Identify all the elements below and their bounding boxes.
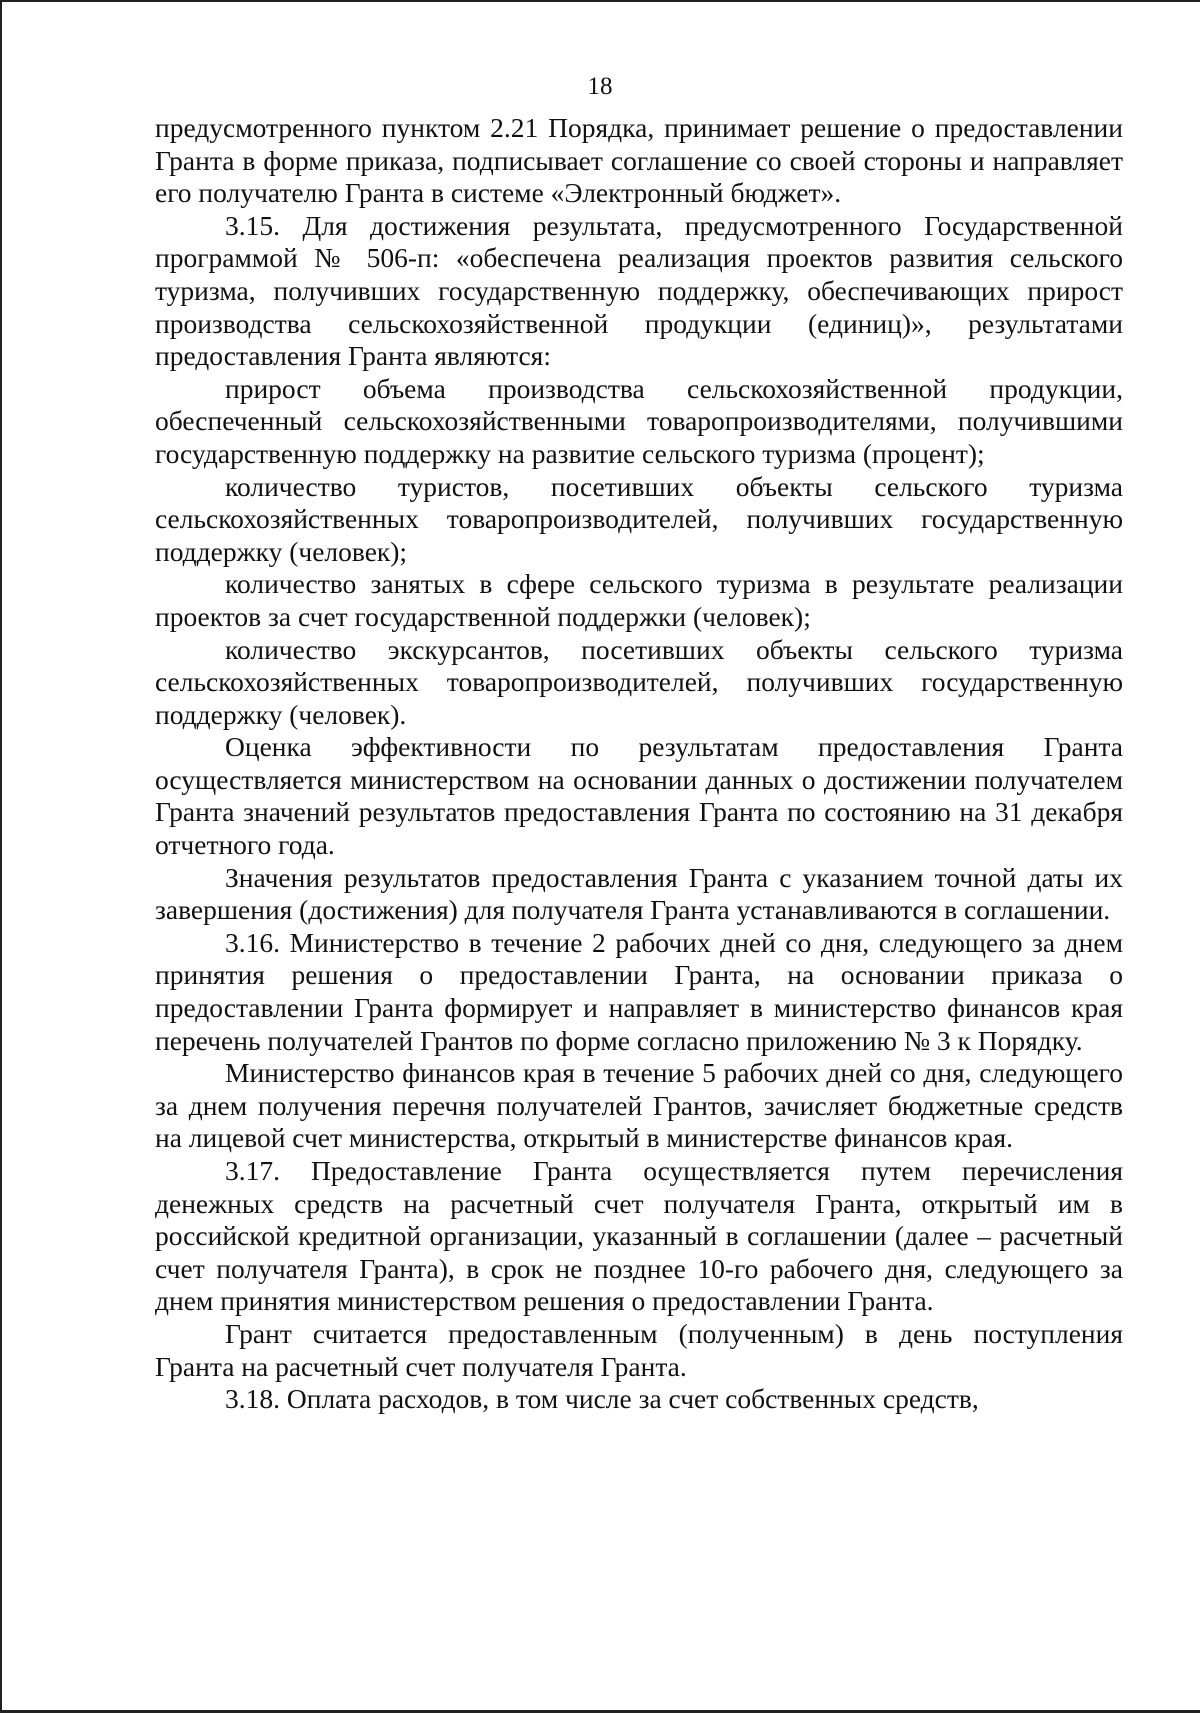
paragraph-grant-received: Грант считается предоставленным (полученным) в день поступления Гранта на расчетный счет получателя Гранта.	[155, 1317, 1123, 1382]
paragraph-3-15: 3.15. Для достижения результата, предусмотренного Государственной программой № 506-п: «обеспечена реализация проектов развития сельского туризма, получивших государственную поддержку, обеспечивающих прирост производства сельскохозяйственной продукции (единиц)», результатами предоставления Гранта являются:	[155, 209, 1123, 372]
paragraph-efficiency-assessment: Оценка эффективности по результатам предоставления Гранта осуществляется министерством на основании данных о достижении получателем Гранта значений результатов предоставления Гранта по состоянию на 31 декабря отчетного года.	[155, 731, 1123, 861]
scan-edge-top	[0, 0, 1200, 2]
list-item-production-growth: прирост объема производства сельскохозяйственной продукции, обеспеченный сельскохозяйственными товаропроизводителями, получившими государственную поддержку на развитие сельского туризма (процент);	[155, 372, 1123, 469]
paragraph-result-values: Значения результатов предоставления Гранта с указанием точной даты их завершения (достижения) для получателя Гранта устанавливаются в соглашении.	[155, 861, 1123, 926]
paragraph-3-18: 3.18. Оплата расходов, в том числе за счет собственных средств,	[225, 1383, 979, 1415]
document-body	[155, 112, 1123, 1416]
list-item-excursionists-count: количество экскурсантов, посетивших объекты сельского туризма сельскохозяйственных товаропроизводителей, получивших государственную поддержку (человек).	[155, 633, 1123, 730]
paragraph-3-16: 3.16. Министерство в течение 2 рабочих дней со дня, следующего за днем принятия решения о предоставлении Гранта, на основании приказа о предоставлении Гранта формирует и направляет в министерство финансов края перечень получателей Грантов по форме согласно приложению № 3 к Порядку.	[155, 926, 1123, 1056]
scan-edge-left	[0, 0, 2, 1713]
list-item-tourists-count: количество туристов, посетивших объекты сельского туризма сельскохозяйственных товаропроизводителей, получивших государственную поддержку (человек);	[155, 470, 1123, 567]
list-item-employed-count: количество занятых в сфере сельского туризма в результате реализации проектов за счет государственной поддержки (человек);	[155, 568, 1123, 632]
paragraph-finance-ministry: Министерство финансов края в течение 5 рабочих дней со дня, следующего за днем получения перечня получателей Грантов, зачисляет бюджетные средств на лицевой счет министерства, открытый в министерстве финансов края.	[155, 1057, 1123, 1154]
paragraph-continuation: предусмотренного пунктом 2.21 Порядка, принимает решение о предоставлении Гранта в форме приказа, подписывает соглашение со своей стороны и направляет его получателю Гранта в системе «Электронный бюджет».	[155, 112, 1123, 209]
paragraph-3-17: 3.17. Предоставление Гранта осуществляется путем перечисления денежных средств на расчетный счет получателя Гранта, открытый им в российской кредитной организации, указанный в соглашении (далее – расчетный счет получателя Гранта), в срок не позднее 10-го рабочего дня, следующего за днем принятия министерством решения о предоставлении Гранта.	[155, 1155, 1123, 1317]
page-number: 18	[587, 73, 613, 100]
